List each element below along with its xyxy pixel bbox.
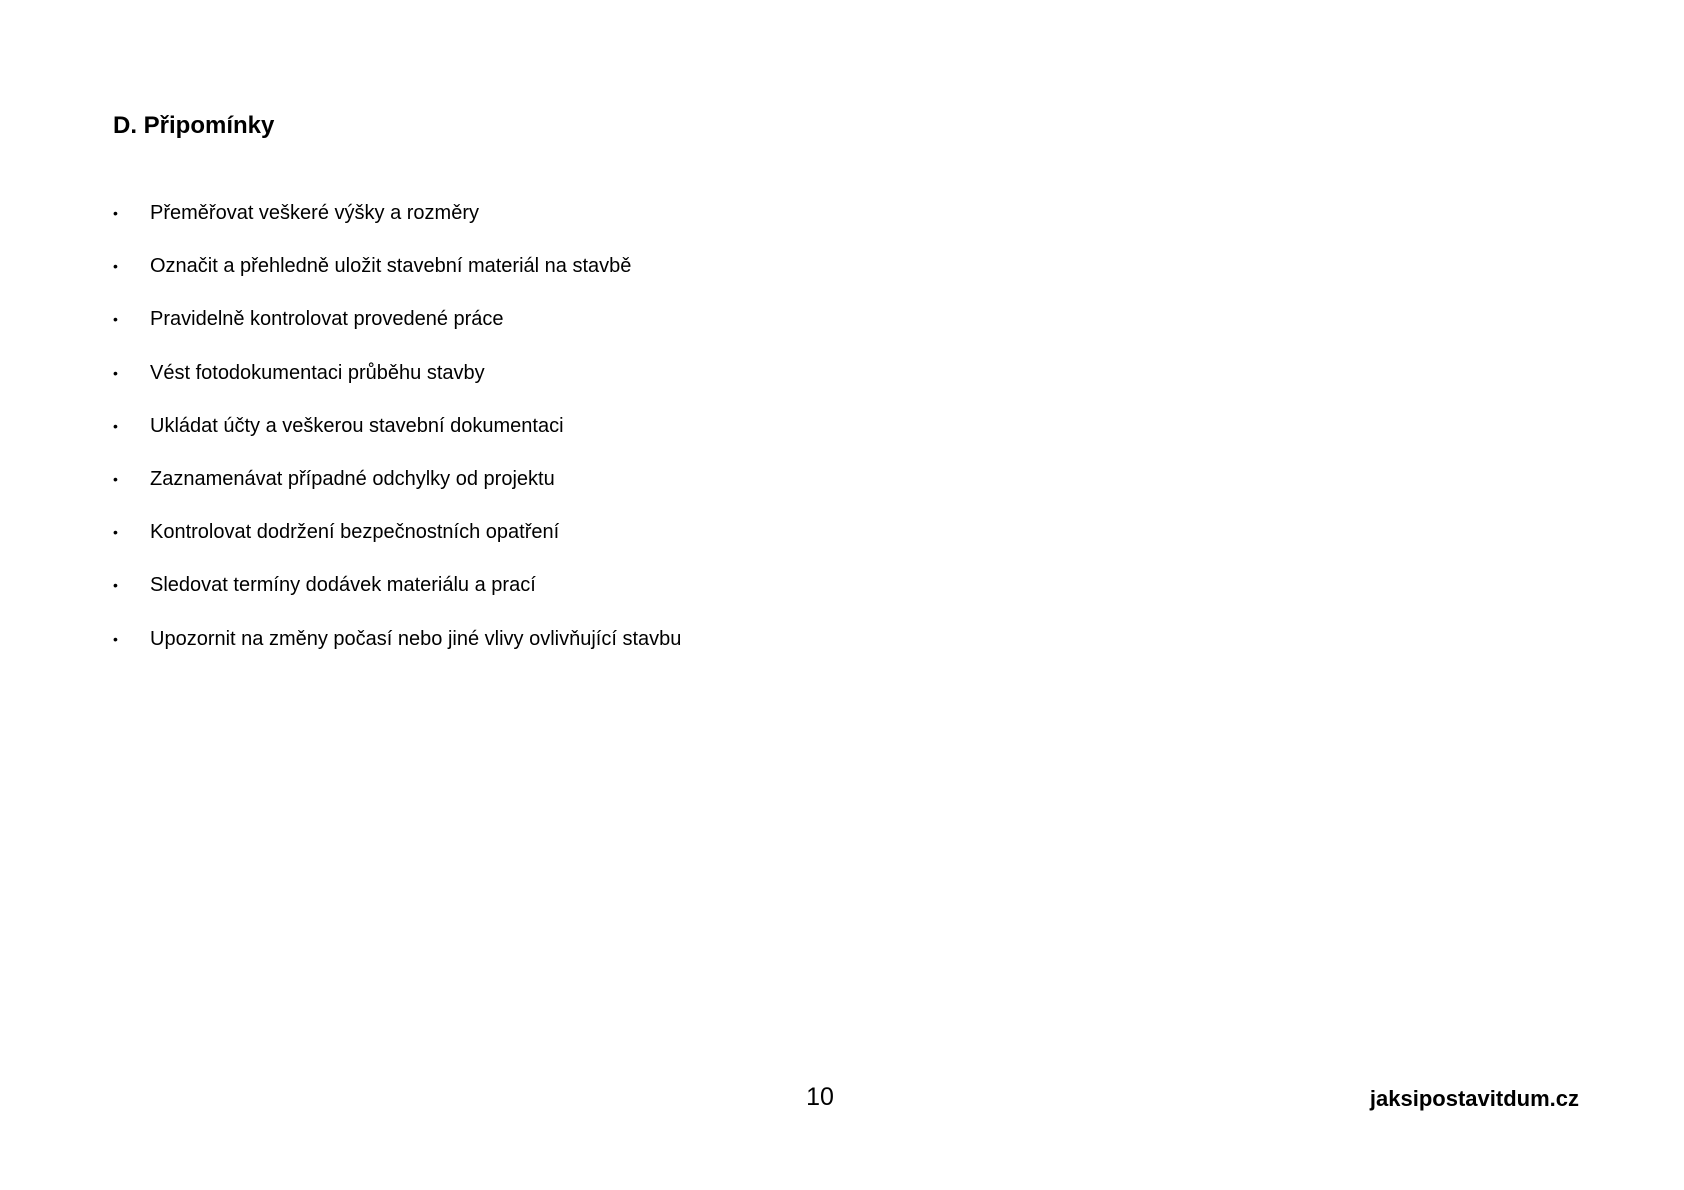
list-item-text: Ukládat účty a veškerou stavební dokumentaci [150, 414, 564, 437]
list-item-text: Přeměřovat veškeré výšky a rozměry [150, 202, 479, 224]
list-item-text: Upozornit na změny počasí nebo jiné vlivy ovlivňující stavbu [150, 627, 682, 650]
bullet-icon: • [113, 205, 118, 221]
page-number: 10 [806, 1083, 834, 1111]
bullet-icon: • [113, 258, 118, 275]
bullet-icon: • [113, 524, 118, 541]
list-item-text: Pravidelně kontrolovat provedené práce [150, 308, 504, 331]
bullet-icon: • [113, 364, 118, 381]
bullet-icon: • [113, 630, 118, 647]
section-title: D. Připomínky [113, 112, 275, 139]
list-item-text: Sledovat termíny dodávek materiálu a prací [150, 574, 536, 597]
list-item-text: Označit a přehledně uložit stavební materiál na stavbě [150, 255, 632, 278]
bullet-icon: • [113, 311, 118, 328]
bullet-icon: • [113, 470, 118, 487]
footer-site-name: jaksipostavitdum.cz [1369, 1086, 1579, 1111]
list-item-text: Vést fotodokumentaci průběhu stavby [150, 361, 485, 384]
bullet-icon: • [113, 417, 118, 434]
list-item-text: Zaznamenávat případné odchylky od projektu [150, 467, 555, 490]
list-item-text: Kontrolovat dodržení bezpečnostních opatření [150, 521, 560, 544]
bullet-icon: • [113, 577, 118, 594]
